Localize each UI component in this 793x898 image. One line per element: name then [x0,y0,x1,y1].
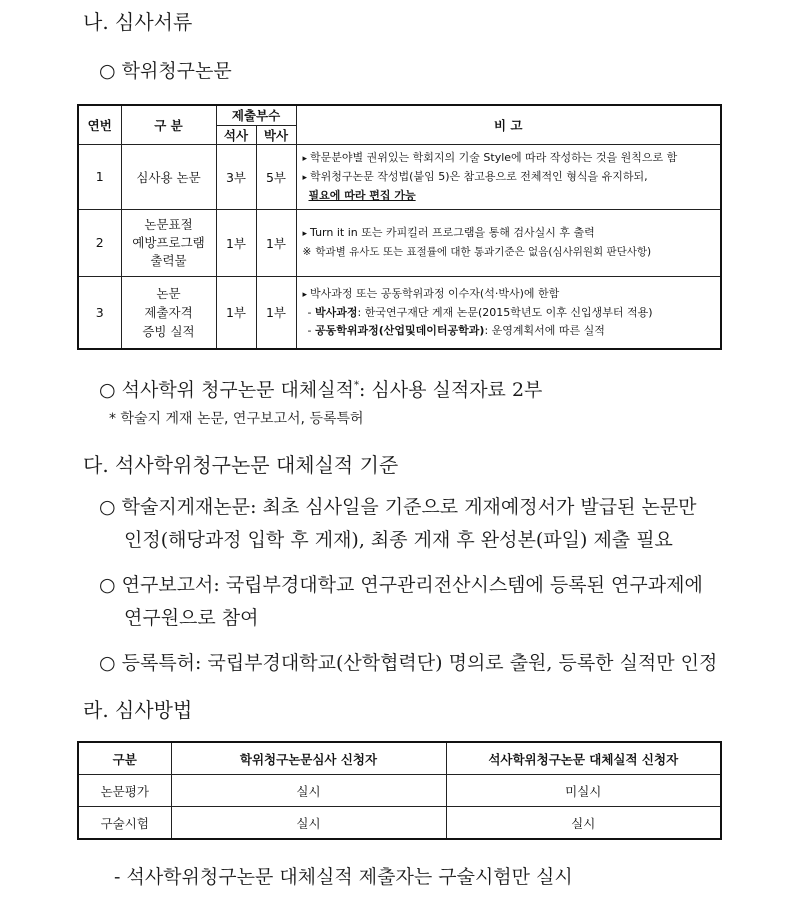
row-doctor-copies: 1부 [256,209,296,276]
documents-table [77,104,722,350]
criteria-item-report-cont: 연구원으로 참여 [124,607,259,629]
table-row [78,807,721,840]
criteria-item-journal: ○ 학술지게재논문: 최초 심사일을 기준으로 게재예정서가 발급된 논문만 [99,496,697,518]
subsection-thesis: ○ 학위청구논문 [99,60,232,82]
header-doctor: 박사 [256,125,296,144]
cell-value: 실시 [446,807,721,840]
header-remarks: 비 고 [296,105,721,144]
row-remarks [296,276,721,349]
bullet-icon: ▸ [302,289,308,300]
header-category: 구 분 [121,105,216,144]
bullet-icon: ▸ [302,172,308,183]
category-line: 논문 [156,285,181,301]
oral-exam-footnote: - 석사학위청구논문 대체실적 제출자는 구술시험만 실시 [114,866,573,888]
header-category: 구분 [78,742,171,775]
alt-achievement-note: * 학술지 게재 논문, 연구보고서, 등록특허 [109,411,364,427]
row-no: 2 [78,209,121,276]
criteria-item-report: ○ 연구보고서: 국립부경대학교 연구관리전산시스템에 등록된 연구과제에 [99,574,703,596]
header-copies: 제출부수 [216,105,296,125]
remark-text: : 한국연구재단 게재 논문(2015학년도 이후 신입생부터 적용) [357,305,653,319]
table-row [78,209,721,276]
remark-text: 학위청구논문 작성법(붙임 5)은 참고용으로 전체적인 형식을 유지하되, [310,169,648,183]
cell-value: 실시 [171,775,446,807]
bullet-icon: ▸ [302,153,308,164]
table-row [78,775,721,807]
row-doctor-copies: 1부 [256,276,296,349]
row-master-copies: 1부 [216,209,256,276]
remark-text: 박사과정 또는 공동학위과정 이수자(석·박사)에 한함 [310,286,560,300]
header-master: 석사 [216,125,256,144]
row-category: 심사용 논문 [121,144,216,209]
category-line: 증빙 실적 [142,323,195,339]
remark-text: 학문분야별 권위있는 학회지의 기술 Style에 따라 작성하는 것을 원칙으로 함 [310,150,678,164]
dash-icon: - [307,305,312,319]
row-category [121,276,216,349]
section-title-ra: 라. 심사방법 [83,698,193,722]
table-row [78,276,721,349]
criteria-item-journal-cont: 인정(해당과정 입학 후 게재), 최종 게재 후 완성본(파일) 제출 필요 [124,529,673,551]
header-thesis-applicant: 학위청구논문심사 신청자 [171,742,446,775]
alt-item-text: ○ 석사학위 청구논문 대체실적 [99,379,354,401]
criteria-item-patent: ○ 등록특허: 국립부경대학교(산학협력단) 명의로 출원, 등록한 실적만 인정 [99,652,718,674]
asterisk-mark: * [353,380,359,391]
bullet-icon: ▸ [302,229,308,239]
reference-mark-icon: ※ [302,246,312,258]
section-title-da: 다. 석사학위청구논문 대체실적 기준 [83,453,399,477]
header-no: 연번 [78,105,121,144]
section-title-na: 나. 심사서류 [83,10,193,34]
category-line: 출력물 [150,252,187,268]
row-category [121,209,216,276]
category-line: 제출자격 [144,304,193,320]
header-alt-applicant: 석사학위청구논문 대체실적 신청자 [446,742,721,775]
alt-achievement-item [99,375,542,402]
dash-icon: - [307,323,312,337]
row-no: 3 [78,276,121,349]
table-row [78,144,721,209]
remark-text: : 운영계획서에 따른 실적 [484,323,605,337]
row-remarks [296,209,721,276]
row-master-copies: 3부 [216,144,256,209]
category-line: 예방프로그램 [132,234,205,250]
row-master-copies: 1부 [216,276,256,349]
remark-text: 학과별 유사도 또는 표절률에 대한 통과기준은 없음(심사위원회 판단사항) [315,246,652,258]
row-label: 논문평가 [78,775,171,807]
alt-item-rest: : 심사용 실적자료 2부 [358,379,543,401]
remark-emphasis: 필요에 따라 편집 가능 [308,188,416,202]
remark-bold: 공동학위과정(산업및데이터공학과) [314,323,485,337]
cell-value: 실시 [171,807,446,840]
remark-bold: 박사과정 [314,305,358,319]
row-doctor-copies: 5부 [256,144,296,209]
review-method-table [77,741,722,840]
category-line: 논문표절 [144,216,193,232]
row-label: 구술시험 [78,807,171,840]
row-no: 1 [78,144,121,209]
remark-text: Turn it in 또는 카피킬러 프로그램을 통해 검사실시 후 출력 [310,226,595,239]
cell-value: 미실시 [446,775,721,807]
row-remarks [296,144,721,209]
